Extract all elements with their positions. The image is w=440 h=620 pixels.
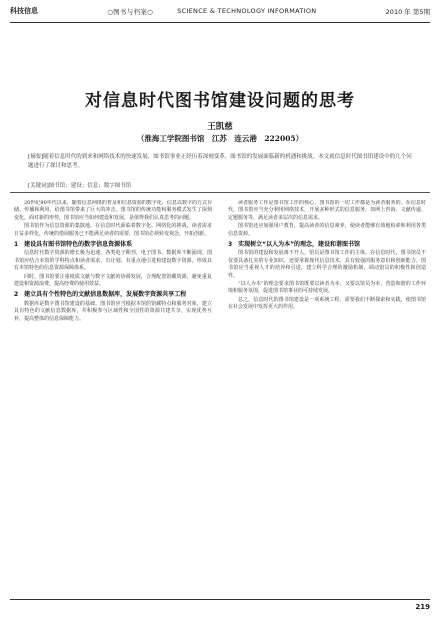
paragraph: 读者服务工作是图书馆工作的核心，图书馆的一切工作都是为读者服务的。在信息时代，图书馆应当充分利用网络技术，开展多种形式的信息服务，如网上咨询、文献传递、定题服务等，满足读者多层次的信息需求。 (228, 200, 426, 221)
paragraph: 图书馆作为信息资源的集散地，在信息时代面临着数字化、网络化的挑战。读者需求日益多样化，传统的借阅服务已不能满足读者的需要，图书馆必须转变观念，开拓创新。 (14, 223, 212, 237)
paragraph: 数据库是数字图书馆建设的基础。图书馆应当根据本馆的馆藏特点和服务对象，建立具有特色的文献信息数据库，并积极参与区域性和全国性的资源共建共享，实现优势互补，提高整体的信息保障能力。 (14, 300, 212, 322)
article-keywords: [关键词]图书馆；建设；信息；数字图书馆 (28, 183, 132, 189)
article-abstract: [摘要]随着信息时代的到来和网络技术的快速发展，图书馆事业正经历着深刻变革。图书馆的发展面临新的机遇和挑战。本文就信息时代图书馆建设中的几个问题进行了探讨和思考。 (28, 154, 412, 169)
journal-name: 科技信息 (10, 7, 38, 15)
issue-label: 2010 年 第5期 (385, 7, 430, 16)
paragraph: “以人为本”的理念要求图书馆既要以读者为本，又要以馆员为本，营造和谐的工作环境和服务氛围，促进图书馆事业的可持续发展。 (228, 281, 426, 295)
divider (10, 192, 430, 193)
paragraph: 信息时代数字资源的增长极为迅速，各类电子期刊、电子图书、数据库不断涌现。图书馆应结合本馆的学科特点和读者需求，有计划、有重点地引进和建设数字资源，形成具有本馆特色的信息资源保障体系。 (14, 250, 212, 272)
section-label: ○图书与档案○ (107, 7, 154, 16)
article-affiliation: （淮海工学院图书馆 江苏 连云港 222005） (136, 134, 304, 143)
paragraph: 同时，图书馆要注重纸质文献与数字文献的协调发展，合理配置馆藏资源，避免重复建设和资源浪费，提高经费的使用效益。 (14, 273, 212, 288)
page-footer (10, 599, 430, 614)
body-column-right (228, 200, 426, 590)
page-header (10, 0, 430, 23)
page-number: 219 (415, 603, 430, 611)
paragraph: 总之，信息时代的图书馆建设是一项系统工程，需要我们不断探索和实践，使图书馆在社会发展中发挥更大的作用。 (228, 296, 426, 311)
section-heading: 3 实现树立“以人为本”的理念，建设和谐图书馆 (228, 241, 361, 249)
journal-name-en: SCIENCE & TECHNOLOGY INFORMATION (177, 6, 317, 15)
section-heading: 2 建立具有个性特色的文献信息数据库，发展数字资源共享工程 (14, 291, 187, 299)
section-heading: 1 建设具有图书馆特色的数字信息资源体系 (14, 241, 133, 249)
paragraph: 图书馆还应加强用户教育，提高读者的信息素养，使读者能够有效地检索和利用各类信息资源。 (228, 223, 426, 237)
article-title: 对信息时代图书馆建设问题的思考 (85, 91, 355, 111)
paragraph: 20世纪90年代以来，随着信息网络的普及和信息资源的数字化，信息以数字的方式存储、传播和利用，给图书馆带来了巨大的冲击。图书馆的传统功能和服务模式发生了深刻变化，面对新的形势，图书馆应当如何建设和发展，是值得我们认真思考的问题。 (14, 200, 212, 221)
body-column-left (14, 200, 212, 590)
article-author: 王凯慈 (207, 122, 233, 132)
paragraph: 图书馆的建设和发展离不开人，馆员是图书馆工作的主体。在信息时代，图书馆员不仅要具备扎实的专业知识，还要掌握现代信息技术，具有较强的服务意识和创新能力。图书馆应当重视人才的培养和引进，建立科学合理的激励机制，调动馆员的积极性和创造性。 (228, 250, 426, 279)
